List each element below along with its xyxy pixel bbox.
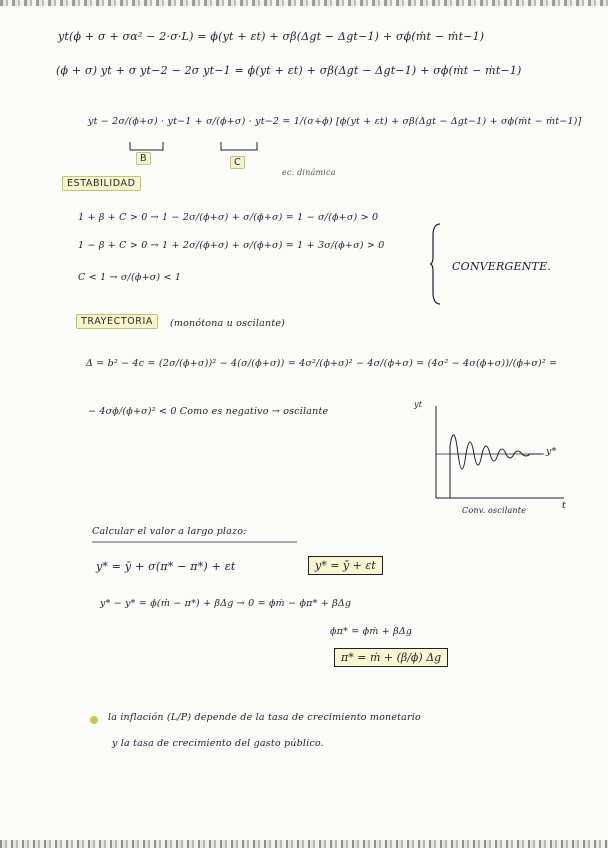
discriminant-result: − 4σϕ/(ϕ+σ)² < 0 Como es negativo → oscilante [88,406,329,417]
stability-condition-1: 1 + β + C > 0 → 1 − 2σ/(ϕ+σ) + σ/(ϕ+σ) = 1 − σ/(ϕ+σ) > 0 [78,212,379,223]
graph-t-label: t [562,500,567,511]
page-top-edge [0,0,608,6]
equation-line-3: yt − 2σ/(ϕ+σ) · yt−1 + σ/(ϕ+σ) · yt−2 = 1/(σ+ϕ) [ϕ(yt + εt) + σβ(Δgt − Δgt−1) + σϕ(ṁt − ṁt−1)] [88,116,582,127]
convergente-label: CONVERGENTE. [452,260,552,273]
curly-brace [430,222,444,306]
oscillating-path [450,435,542,498]
largo-plazo-underline [92,540,302,544]
largo-plazo-heading: Calcular el valor a largo plazo: [92,526,247,537]
graph-y-label: yt [414,400,423,409]
conclusion-line-1: la inflación (L/P) depende de la tasa de crecimiento monetario [108,712,421,723]
estabilidad-heading: ESTABILIDAD [62,176,141,191]
long-run-equation-1: y* = ȳ + σ(π* − π*) + εt [96,560,236,573]
long-run-equation-3: ϕπ* = ϕṁ + βΔg [330,626,413,637]
long-run-output-box: y* = ȳ + εt [308,556,383,575]
graph-ystar-label: y* [546,446,557,457]
stability-condition-2: 1 − β + C > 0 → 1 + 2σ/(ϕ+σ) + σ/(ϕ+σ) = 1 + 3σ/(ϕ+σ) > 0 [78,240,385,251]
page-bottom-edge [0,840,608,848]
trayectoria-subtitle: (monótona u oscilante) [170,318,286,329]
label-b: B [136,152,151,165]
equation-line-2: (ϕ + σ) yt + σ yt−2 − 2σ yt−1 = ϕ(yt + εt) + σβ(Δgt − Δgt−1) + σϕ(ṁt − ṁt−1) [56,64,522,77]
graph-x-label: Conv. oscilante [462,506,527,515]
stability-condition-3: C < 1 → σ/(ϕ+σ) < 1 [78,272,182,283]
long-run-equation-2: y* − y* = ϕ(ṁ − π*) + βΔg → 0 = ϕṁ − ϕπ* + βΔg [100,598,352,609]
ec-dinamica-note: ec. dinámica [282,168,336,177]
long-run-inflation-box: π* = ṁ + (β/ϕ) Δg [334,648,448,667]
oscillation-graph [416,398,566,518]
conclusion-line-2: y la tasa de crecimiento del gasto público. [112,738,324,749]
equation-line-1: yt(ϕ + σ + σα² − 2·σ·L) = ϕ(yt + εt) + σβ(Δgt − Δgt−1) + σϕ(ṁt − ṁt−1) [58,30,485,43]
trayectoria-heading: TRAYECTORIA [76,314,158,329]
label-c: C [230,156,245,169]
discriminant-line: Δ = b² − 4c = (2σ/(ϕ+σ))² − 4(σ/(ϕ+σ)) = 4σ²/(ϕ+σ)² − 4σ/(ϕ+σ) = (4σ² − 4σ(ϕ+σ))/(ϕ+σ)² = [86,358,558,369]
conclusion-bullet-icon [90,716,98,724]
